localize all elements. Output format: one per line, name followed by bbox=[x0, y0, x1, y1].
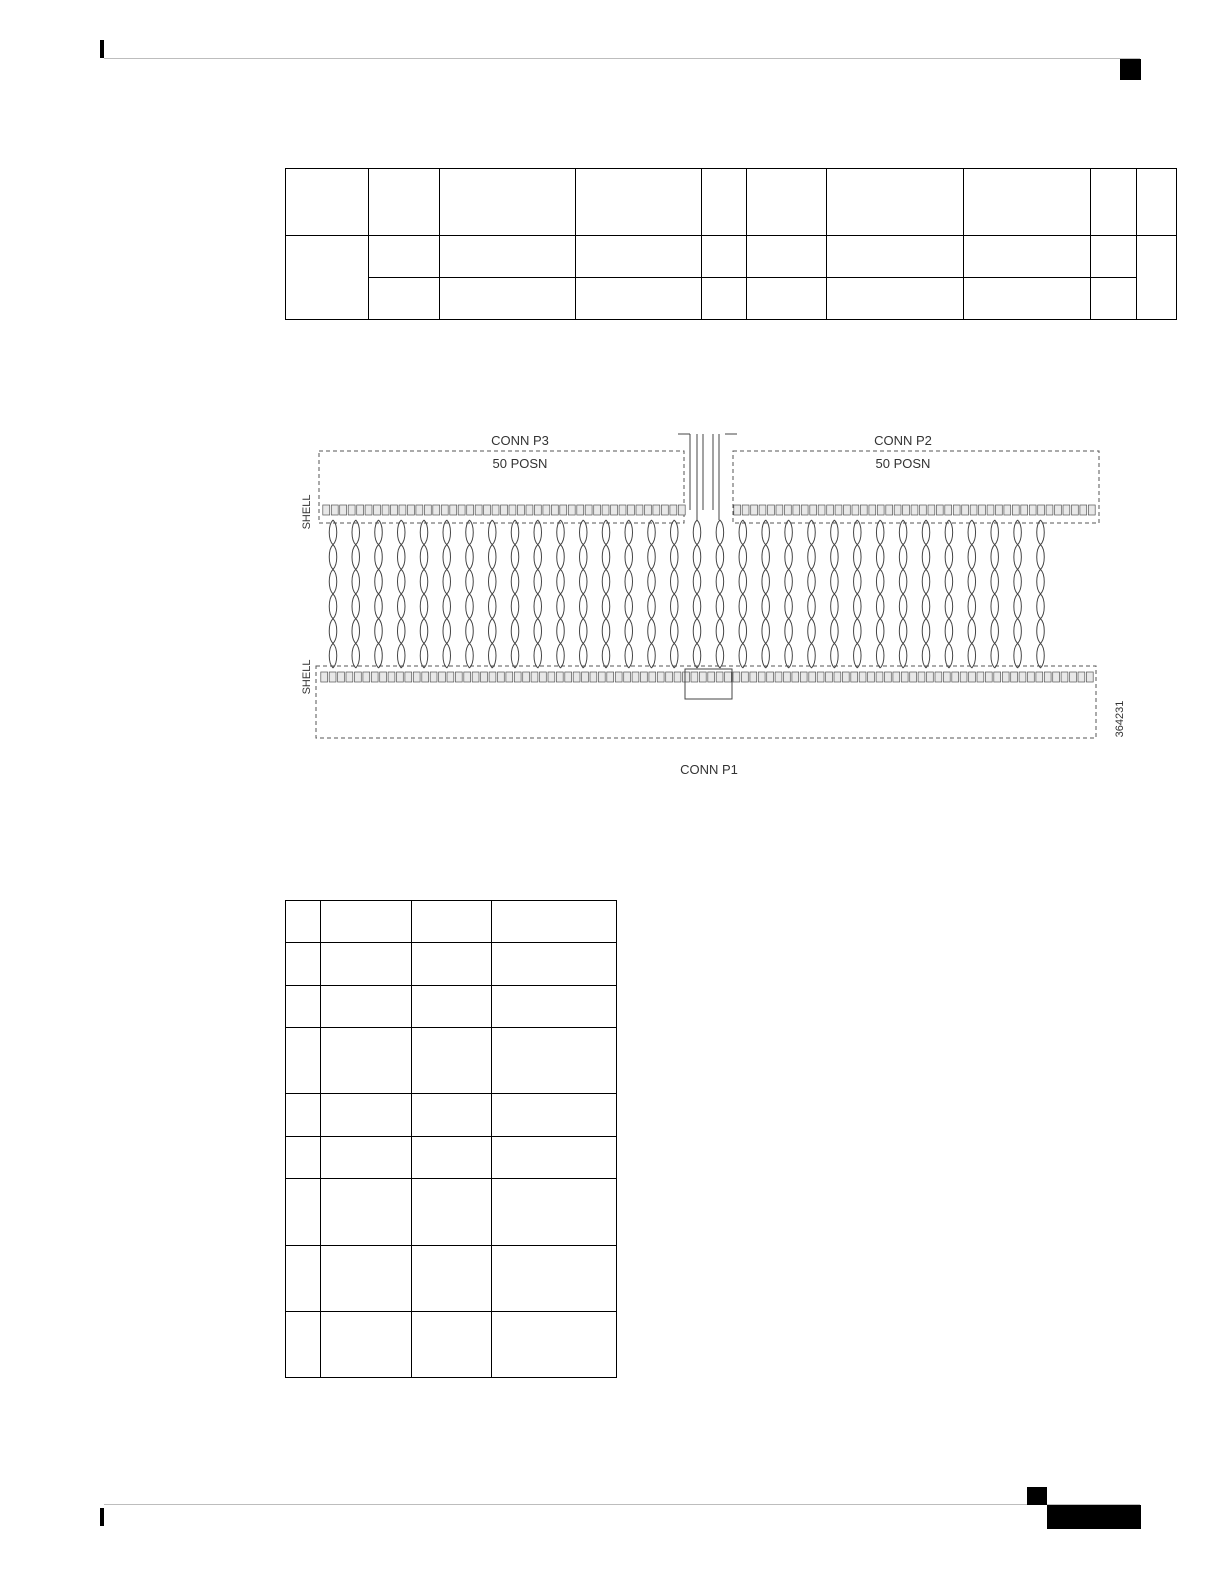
pin bbox=[962, 505, 969, 515]
pin bbox=[1044, 672, 1051, 682]
pin bbox=[484, 505, 491, 515]
pin bbox=[996, 505, 1003, 515]
pin bbox=[1011, 672, 1018, 682]
table-cell bbox=[321, 1094, 412, 1137]
pin bbox=[768, 505, 775, 515]
table-cell bbox=[321, 1137, 412, 1179]
pin bbox=[758, 672, 765, 682]
pin bbox=[501, 505, 508, 515]
twisted-pair-wire bbox=[401, 520, 405, 668]
pin bbox=[877, 505, 884, 515]
pin bbox=[329, 672, 336, 682]
pin bbox=[573, 672, 580, 682]
table-row bbox=[286, 986, 617, 1028]
table-row bbox=[286, 1179, 617, 1246]
pin bbox=[653, 505, 660, 515]
pin bbox=[792, 672, 799, 682]
pin bbox=[903, 505, 910, 515]
table-row bbox=[286, 1137, 617, 1179]
pin bbox=[945, 505, 952, 515]
pin bbox=[699, 672, 706, 682]
pin bbox=[810, 505, 817, 515]
table-cell bbox=[286, 986, 321, 1028]
pin bbox=[943, 672, 950, 682]
pin bbox=[869, 505, 876, 515]
pin bbox=[1070, 672, 1077, 682]
pin bbox=[678, 505, 685, 515]
pin bbox=[422, 672, 429, 682]
pin bbox=[636, 505, 643, 515]
twisted-pair-wire bbox=[583, 520, 587, 668]
pin bbox=[801, 505, 808, 515]
pin bbox=[844, 505, 851, 515]
pin bbox=[340, 505, 347, 515]
pin bbox=[433, 505, 440, 515]
pin bbox=[526, 505, 533, 515]
pin bbox=[683, 672, 690, 682]
pin bbox=[338, 672, 345, 682]
pin bbox=[498, 672, 505, 682]
twisted-pair-wire bbox=[1041, 520, 1045, 668]
pin bbox=[363, 672, 370, 682]
pin bbox=[859, 672, 866, 682]
pin bbox=[447, 672, 454, 682]
table-cell bbox=[321, 1179, 412, 1246]
pin bbox=[1053, 672, 1060, 682]
pin bbox=[615, 672, 622, 682]
pin bbox=[1080, 505, 1087, 515]
pin bbox=[649, 672, 656, 682]
pin bbox=[834, 672, 841, 682]
twisted-pair-wire bbox=[972, 520, 976, 668]
twisted-pair-wire bbox=[515, 520, 519, 668]
pin bbox=[408, 505, 415, 515]
pin bbox=[809, 672, 816, 682]
pin bbox=[910, 672, 917, 682]
table-cell bbox=[286, 901, 321, 943]
pin bbox=[590, 672, 597, 682]
pin bbox=[492, 505, 499, 515]
twisted-pair-wire bbox=[379, 520, 383, 668]
pin bbox=[430, 672, 437, 682]
pin bbox=[523, 672, 530, 682]
table-cell bbox=[286, 1179, 321, 1246]
conn-p3-label: CONN P3 bbox=[491, 433, 549, 448]
pin bbox=[985, 672, 992, 682]
pin bbox=[691, 672, 698, 682]
pin bbox=[641, 672, 648, 682]
table-cell bbox=[321, 1312, 412, 1378]
pin bbox=[1078, 672, 1085, 682]
pin bbox=[416, 505, 423, 515]
pin bbox=[708, 672, 715, 682]
shell-label-bottom: SHELL bbox=[301, 659, 313, 695]
pin bbox=[1029, 505, 1036, 515]
pin bbox=[1088, 505, 1095, 515]
pin bbox=[548, 672, 555, 682]
pin bbox=[733, 672, 740, 682]
pin bbox=[994, 672, 1001, 682]
pin bbox=[439, 672, 446, 682]
table-cell bbox=[286, 1137, 321, 1179]
pin bbox=[551, 505, 558, 515]
twisted-pair-wire bbox=[333, 520, 337, 668]
pin bbox=[602, 505, 609, 515]
pin bbox=[1021, 505, 1028, 515]
figure-id: 364231 bbox=[1114, 700, 1126, 738]
twisted-pair-wire bbox=[606, 520, 610, 668]
pin bbox=[1086, 672, 1093, 682]
pin bbox=[928, 505, 935, 515]
twisted-pair-wire bbox=[470, 520, 474, 668]
pin bbox=[876, 672, 883, 682]
pin bbox=[1038, 505, 1045, 515]
pin bbox=[509, 505, 516, 515]
pin bbox=[388, 672, 395, 682]
pin bbox=[759, 505, 766, 515]
pin bbox=[565, 672, 572, 682]
pin bbox=[885, 672, 892, 682]
pin bbox=[1002, 672, 1009, 682]
pin bbox=[918, 672, 925, 682]
twisted-pairs bbox=[329, 520, 1044, 668]
pin bbox=[374, 505, 381, 515]
table-row bbox=[286, 943, 617, 986]
pin bbox=[674, 672, 681, 682]
pin bbox=[775, 672, 782, 682]
table-cell bbox=[412, 901, 492, 943]
table-cell bbox=[286, 1028, 321, 1094]
pin bbox=[936, 505, 943, 515]
pin bbox=[568, 505, 575, 515]
table-cell bbox=[412, 1179, 492, 1246]
table-cell bbox=[492, 1246, 617, 1312]
twisted-pair-wire bbox=[766, 520, 770, 668]
pin bbox=[399, 505, 406, 515]
pin bbox=[742, 505, 749, 515]
pin bbox=[1019, 672, 1026, 682]
pin bbox=[405, 672, 412, 682]
pin bbox=[1061, 672, 1068, 682]
pin bbox=[893, 672, 900, 682]
pin bbox=[1036, 672, 1043, 682]
pin bbox=[960, 672, 967, 682]
pin bbox=[1072, 505, 1079, 515]
pin bbox=[506, 672, 513, 682]
pin bbox=[657, 672, 664, 682]
pin bbox=[716, 672, 723, 682]
pin bbox=[628, 505, 635, 515]
pin bbox=[355, 672, 362, 682]
twisted-pair-wire bbox=[697, 520, 701, 668]
table-cell bbox=[412, 1137, 492, 1179]
table-cell bbox=[286, 1312, 321, 1378]
pin bbox=[969, 672, 976, 682]
pin-row-top bbox=[323, 505, 1095, 515]
pin bbox=[725, 672, 732, 682]
pin bbox=[927, 672, 934, 682]
pin bbox=[851, 672, 858, 682]
twisted-pair-wire bbox=[447, 520, 451, 668]
pin bbox=[556, 672, 563, 682]
twisted-pair-wire bbox=[812, 520, 816, 668]
twisted-pair-wire bbox=[720, 520, 724, 668]
pin bbox=[1004, 505, 1011, 515]
table-cell bbox=[412, 943, 492, 986]
table-row bbox=[286, 1028, 617, 1094]
table-header-row bbox=[286, 901, 617, 943]
pin bbox=[397, 672, 404, 682]
table-cell bbox=[492, 1179, 617, 1246]
pin bbox=[1055, 505, 1062, 515]
pin bbox=[860, 505, 867, 515]
pin bbox=[585, 505, 592, 515]
twisted-pair-wire bbox=[789, 520, 793, 668]
table-cell bbox=[412, 986, 492, 1028]
twisted-pair-wire bbox=[903, 520, 907, 668]
pin bbox=[540, 672, 547, 682]
pin bbox=[750, 672, 757, 682]
twisted-pair-wire bbox=[880, 520, 884, 668]
pin bbox=[1028, 672, 1035, 682]
pin bbox=[734, 505, 741, 515]
pin bbox=[607, 672, 614, 682]
table-cell bbox=[286, 1246, 321, 1312]
table-row bbox=[286, 1246, 617, 1312]
footer-rule bbox=[104, 1504, 1140, 1505]
twisted-pair-wire bbox=[743, 520, 747, 668]
pin bbox=[987, 505, 994, 515]
pin bbox=[827, 505, 834, 515]
pin bbox=[391, 505, 398, 515]
table-cell bbox=[286, 1094, 321, 1137]
pin bbox=[632, 672, 639, 682]
pin bbox=[458, 505, 465, 515]
pin bbox=[670, 505, 677, 515]
pin bbox=[514, 672, 521, 682]
table-cell bbox=[492, 1094, 617, 1137]
pin bbox=[346, 672, 353, 682]
pin bbox=[464, 672, 471, 682]
twisted-pair-wire bbox=[424, 520, 428, 668]
pin bbox=[935, 672, 942, 682]
conn-p1-label: CONN P1 bbox=[680, 762, 738, 777]
table-cell bbox=[321, 1246, 412, 1312]
pin bbox=[1063, 505, 1070, 515]
pin bbox=[582, 672, 589, 682]
pin bbox=[977, 672, 984, 682]
pin bbox=[380, 672, 387, 682]
twisted-pair-wire bbox=[834, 520, 838, 668]
pin bbox=[785, 505, 792, 515]
pin bbox=[886, 505, 893, 515]
conn-p2-label: CONN P2 bbox=[874, 433, 932, 448]
pin bbox=[455, 672, 462, 682]
table-row bbox=[286, 1094, 617, 1137]
twisted-pair-wire bbox=[561, 520, 565, 668]
table-cell bbox=[492, 943, 617, 986]
pin bbox=[751, 505, 758, 515]
twisted-pair-wire bbox=[356, 520, 360, 668]
pin bbox=[611, 505, 618, 515]
table-cell bbox=[492, 1312, 617, 1378]
pin bbox=[467, 505, 474, 515]
pinout-table-bottom bbox=[285, 900, 617, 1378]
twisted-pair-wire bbox=[926, 520, 930, 668]
twisted-pair-wire bbox=[949, 520, 953, 668]
pin bbox=[776, 505, 783, 515]
pin bbox=[793, 505, 800, 515]
pin bbox=[619, 505, 626, 515]
pin-row-bottom bbox=[321, 672, 1093, 682]
twisted-pair-wire bbox=[674, 520, 678, 668]
pin bbox=[826, 672, 833, 682]
table-cell bbox=[321, 1028, 412, 1094]
footer-page-tab bbox=[1047, 1505, 1141, 1529]
pin bbox=[323, 505, 330, 515]
twisted-pair-wire bbox=[1018, 520, 1022, 668]
twisted-pair-wire bbox=[652, 520, 656, 668]
conn-p2-positions: 50 POSN bbox=[875, 456, 931, 471]
twisted-pair-wire bbox=[629, 520, 633, 668]
table-cell bbox=[492, 1137, 617, 1179]
table-cell bbox=[286, 943, 321, 986]
pin bbox=[382, 505, 389, 515]
pin bbox=[868, 672, 875, 682]
table-cell bbox=[321, 901, 412, 943]
pin bbox=[1012, 505, 1019, 515]
pin bbox=[357, 505, 364, 515]
table-cell bbox=[412, 1028, 492, 1094]
pin bbox=[979, 505, 986, 515]
pin bbox=[817, 672, 824, 682]
pin bbox=[365, 505, 372, 515]
pin bbox=[920, 505, 927, 515]
pin bbox=[852, 505, 859, 515]
pin bbox=[598, 672, 605, 682]
pin bbox=[413, 672, 420, 682]
pin bbox=[661, 505, 668, 515]
pin bbox=[534, 505, 541, 515]
pin bbox=[543, 505, 550, 515]
table-cell bbox=[492, 986, 617, 1028]
twisted-pair-wire bbox=[492, 520, 496, 668]
pin bbox=[531, 672, 538, 682]
pin bbox=[450, 505, 457, 515]
twisted-pair-wire bbox=[857, 520, 861, 668]
table-cell bbox=[412, 1246, 492, 1312]
pin bbox=[594, 505, 601, 515]
pin bbox=[953, 505, 960, 515]
pin bbox=[645, 505, 652, 515]
twisted-pair-wire bbox=[538, 520, 542, 668]
pin bbox=[489, 672, 496, 682]
pin bbox=[475, 505, 482, 515]
table-cell bbox=[492, 901, 617, 943]
pin bbox=[441, 505, 448, 515]
footer-square bbox=[1027, 1487, 1047, 1505]
pin bbox=[321, 672, 328, 682]
pin bbox=[818, 505, 825, 515]
pin bbox=[767, 672, 774, 682]
conn-p3-positions: 50 POSN bbox=[492, 456, 548, 471]
table-cell bbox=[321, 943, 412, 986]
pin bbox=[371, 672, 378, 682]
footer-marker bbox=[100, 1508, 104, 1526]
pin bbox=[472, 672, 479, 682]
table-cell bbox=[492, 1028, 617, 1094]
pin bbox=[331, 505, 338, 515]
table-row bbox=[286, 1312, 617, 1378]
cable-jacket bbox=[678, 434, 737, 520]
pin bbox=[835, 505, 842, 515]
pin bbox=[911, 505, 918, 515]
pin bbox=[560, 505, 567, 515]
twisted-pair-wire bbox=[995, 520, 999, 668]
pin bbox=[742, 672, 749, 682]
pin bbox=[518, 505, 525, 515]
table-cell bbox=[321, 986, 412, 1028]
pin bbox=[784, 672, 791, 682]
table-cell bbox=[412, 1094, 492, 1137]
pin bbox=[894, 505, 901, 515]
pin bbox=[1046, 505, 1053, 515]
pin bbox=[800, 672, 807, 682]
pin bbox=[424, 505, 431, 515]
pin bbox=[952, 672, 959, 682]
pin bbox=[666, 672, 673, 682]
pin bbox=[970, 505, 977, 515]
pin bbox=[348, 505, 355, 515]
pin bbox=[901, 672, 908, 682]
shell-label-top: SHELL bbox=[301, 494, 313, 530]
pin bbox=[624, 672, 631, 682]
table-cell bbox=[412, 1312, 492, 1378]
pin bbox=[577, 505, 584, 515]
pin bbox=[481, 672, 488, 682]
pin bbox=[842, 672, 849, 682]
